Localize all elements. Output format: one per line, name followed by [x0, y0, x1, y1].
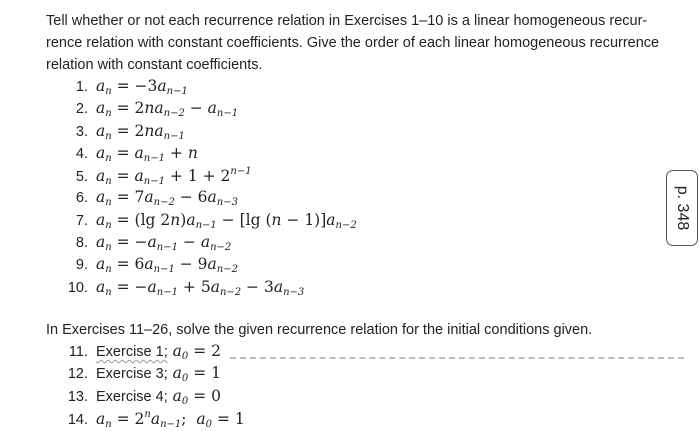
exercise-4 [66, 144, 357, 166]
exercise-number: 4. [75, 145, 88, 162]
recurrence-formula: $a_n = 7a_{n-2} - 6a_{n-3}$ [96, 188, 238, 209]
recurrence-formula: $a_n = 2na_{n-2} - a_{n-1}$ [96, 99, 239, 120]
exercise-12 [66, 364, 245, 386]
second-instructions: In Exercises 11–26, solve the given recurrence relation for the initial conditions given. [46, 322, 593, 338]
exercise-13 [66, 387, 245, 409]
exercise-7 [66, 211, 357, 233]
exercise-number: 7. [75, 212, 88, 229]
recurrence-formula: $a_n = -a_{n-1} - a_{n-2}$ [96, 233, 232, 254]
exercise-number: 9. [75, 257, 88, 274]
exercise-number: 1. [75, 79, 88, 95]
recurrence-formula: $a_n = (\lg$ $2n)a_{n-1} - [\lg$ $(n - 1)]a_{n-2}$ [96, 210, 357, 231]
page-number-label: p. 348 [674, 185, 692, 231]
recurrence-formula: $a_n = 2^na_{n-1}$; $a_0 = 1$ [96, 408, 245, 430]
dashed-divider [230, 357, 684, 359]
exercise-5 [66, 166, 357, 188]
intro-line-1: Tell whether or not each recurrence relation in Exercises 1–10 is a linear homogeneous recur- [46, 13, 648, 29]
exercise-number: 2. [75, 101, 88, 118]
exercise-number: 13. [67, 388, 88, 405]
recurrence-formula: $a_n = 6a_{n-1} - 9a_{n-2}$ [96, 255, 238, 276]
recurrence-formula: $a_n = 2na_{n-1}$ [96, 121, 185, 142]
recurrence-formula: $a_n = -3a_{n-1}$ [96, 77, 188, 97]
intro-line-3: relation with constant coefficients. [46, 57, 263, 73]
exercise-8 [66, 233, 357, 255]
initial-condition: $a_0 = 2$ [172, 342, 221, 362]
exercise-9 [66, 255, 357, 277]
instructions-paragraph [46, 10, 686, 76]
exercise-reference: Exercise 1; [96, 344, 168, 360]
recurrence-formula: $a_n = a_{n-1} + n$ [96, 143, 198, 164]
exercise-list-1-10 [66, 77, 357, 300]
initial-condition: $a_0 = 0$ [172, 386, 221, 407]
exercise-number: 12. [67, 366, 88, 383]
recurrence-formula: $a_n = a_{n-1} + 1 + 2^{n-1}$ [96, 166, 252, 188]
exercise-number: 14. [67, 411, 88, 428]
page-number-tab [666, 170, 698, 246]
exercise-1 [66, 77, 357, 99]
exercise-11 [66, 342, 245, 364]
exercise-number: 6. [75, 190, 88, 207]
exercise-number: 11. [68, 344, 88, 360]
exercise-2 [66, 99, 357, 121]
exercise-number: 8. [75, 235, 88, 252]
exercise-6 [66, 188, 357, 210]
exercise-10 [66, 278, 357, 300]
intro-line-2: rence relation with constant coefficients. Give the order of each linear homogeneous recurrence [46, 35, 660, 51]
exercise-number: 5. [75, 169, 88, 186]
initial-condition: $a_0 = 1$ [172, 364, 221, 385]
recurrence-formula: $a_n = -a_{n-1} + 5a_{n-2} - 3a_{n-3}$ [96, 277, 305, 298]
exercise-number: 10. [67, 279, 88, 296]
exercise-reference: Exercise 4; [96, 388, 168, 405]
exercise-number: 3. [75, 123, 88, 140]
exercise-reference: Exercise 3; [96, 366, 168, 383]
exercise-list-11-14 [66, 342, 245, 431]
exercise-14 [66, 409, 245, 431]
exercise-3 [66, 122, 357, 144]
